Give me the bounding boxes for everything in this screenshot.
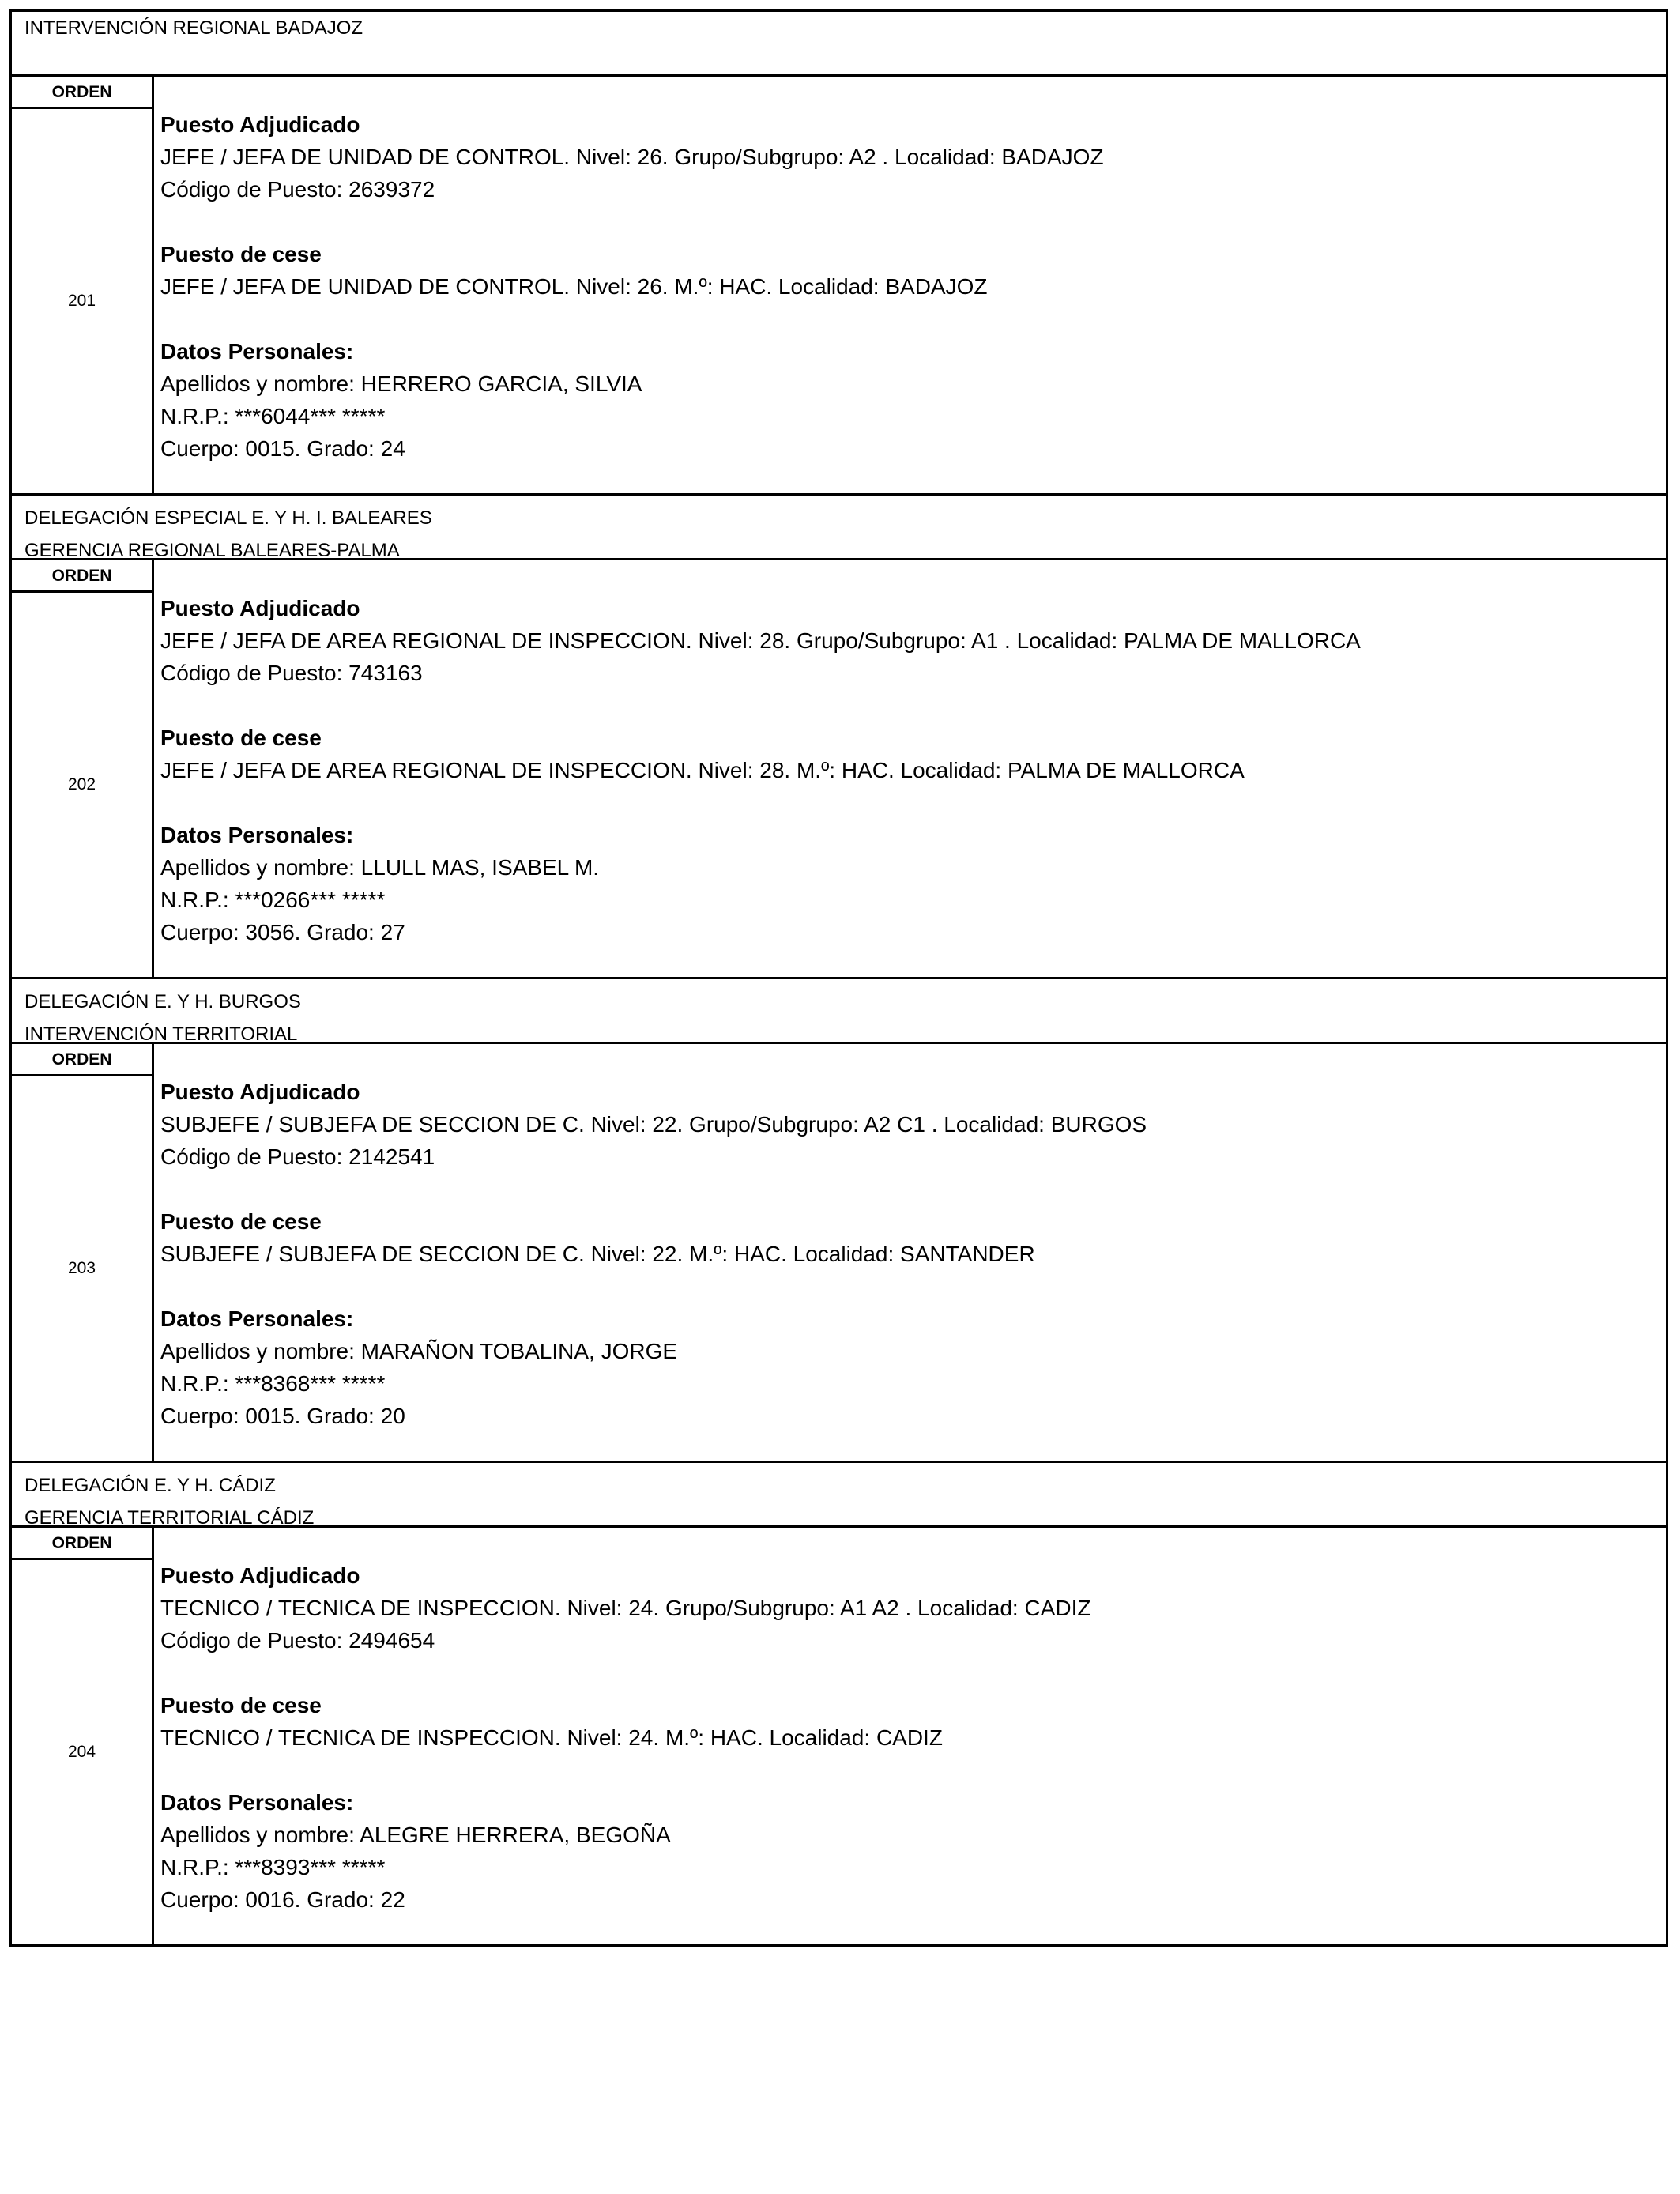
unit-header-line: GERENCIA TERRITORIAL CÁDIZ <box>24 1507 315 1529</box>
codigo-puesto: Código de Puesto: 2142541 <box>160 1144 435 1169</box>
cese-label: Puesto de cese <box>160 726 322 750</box>
adjudicado-label: Puesto Adjudicado <box>160 596 360 620</box>
adjudicado-text: SUBJEFE / SUBJEFA DE SECCION DE C. Nivel: 22. Grupo/Subgrupo: A2 C1 . Localidad: BURGOS <box>160 1112 1147 1137</box>
unit-header-line: GERENCIA REGIONAL BALEARES-PALMA <box>24 540 400 561</box>
unit-header <box>12 12 1666 77</box>
orden-number: 202 <box>67 775 96 794</box>
cese-text: JEFE / JEFA DE UNIDAD DE CONTROL. Nivel: 26. M.º: HAC. Localidad: BADAJOZ <box>160 274 988 299</box>
cuerpo-text: Cuerpo: 3056. Grado: 27 <box>160 920 405 944</box>
adjudicado-text: JEFE / JEFA DE UNIDAD DE CONTROL. Nivel: 26. Grupo/Subgrupo: A2 . Localidad: BADAJOZ <box>160 145 1104 169</box>
datos-label: Datos Personales: <box>160 823 354 847</box>
codigo-puesto: Código de Puesto: 743163 <box>160 661 423 685</box>
entry-details <box>154 77 1666 493</box>
orden-label: ORDEN <box>12 1044 152 1076</box>
entry-details <box>154 560 1666 977</box>
orden-column <box>12 77 154 493</box>
unit-header-line: DELEGACIÓN E. Y H. BURGOS <box>24 991 301 1012</box>
adjudicado-label: Puesto Adjudicado <box>160 1080 360 1104</box>
unit-header <box>12 979 1666 1044</box>
cuerpo-text: Cuerpo: 0015. Grado: 24 <box>160 436 405 461</box>
entry-row <box>12 1044 1666 1463</box>
unit-header <box>12 496 1666 560</box>
entry-row <box>12 77 1666 496</box>
orden-number: 204 <box>67 1743 96 1761</box>
nrp-text: N.R.P.: ***8393*** ***** <box>160 1855 386 1879</box>
unit-header-line: DELEGACIÓN E. Y H. CÁDIZ <box>24 1475 276 1496</box>
datos-label: Datos Personales: <box>160 1306 354 1331</box>
orden-label: ORDEN <box>12 560 152 593</box>
entry-details <box>154 1044 1666 1461</box>
orden-column <box>12 1528 154 1944</box>
codigo-puesto: Código de Puesto: 2639372 <box>160 177 435 202</box>
cuerpo-text: Cuerpo: 0016. Grado: 22 <box>160 1887 405 1912</box>
orden-column <box>12 560 154 977</box>
unit-header-line: INTERVENCIÓN TERRITORIAL <box>24 1023 298 1045</box>
nombre-text: Apellidos y nombre: ALEGRE HERRERA, BEGOÑA <box>160 1823 671 1847</box>
datos-label: Datos Personales: <box>160 1790 354 1815</box>
orden-column <box>12 1044 154 1461</box>
nombre-text: Apellidos y nombre: LLULL MAS, ISABEL M. <box>160 855 600 880</box>
entry-row <box>12 1528 1666 1947</box>
nrp-text: N.R.P.: ***8368*** ***** <box>160 1371 386 1396</box>
orden-number: 201 <box>67 292 96 310</box>
nombre-text: Apellidos y nombre: HERRERO GARCIA, SILVIA <box>160 371 642 396</box>
adjudicado-text: TECNICO / TECNICA DE INSPECCION. Nivel: 24. Grupo/Subgrupo: A1 A2 . Localidad: CADIZ <box>160 1596 1091 1620</box>
cese-label: Puesto de cese <box>160 1693 322 1717</box>
adjudicado-text: JEFE / JEFA DE AREA REGIONAL DE INSPECCION. Nivel: 28. Grupo/Subgrupo: A1 . Localidad: PALMA DE MALLORCA <box>160 628 1361 653</box>
datos-label: Datos Personales: <box>160 339 354 364</box>
unit-header-line: DELEGACIÓN ESPECIAL E. Y H. I. BALEARES <box>24 507 432 529</box>
unit-header-line: INTERVENCIÓN REGIONAL BADAJOZ <box>24 17 363 39</box>
cuerpo-text: Cuerpo: 0015. Grado: 20 <box>160 1404 405 1428</box>
entry-row <box>12 560 1666 979</box>
orden-label: ORDEN <box>12 77 152 109</box>
nrp-text: N.R.P.: ***6044*** ***** <box>160 404 386 428</box>
orden-label: ORDEN <box>12 1528 152 1560</box>
cese-text: SUBJEFE / SUBJEFA DE SECCION DE C. Nivel: 22. M.º: HAC. Localidad: SANTANDER <box>160 1242 1035 1266</box>
adjudicado-label: Puesto Adjudicado <box>160 112 360 137</box>
nrp-text: N.R.P.: ***0266*** ***** <box>160 888 386 912</box>
cese-label: Puesto de cese <box>160 1209 322 1234</box>
cese-text: TECNICO / TECNICA DE INSPECCION. Nivel: 24. M.º: HAC. Localidad: CADIZ <box>160 1725 943 1750</box>
unit-header <box>12 1463 1666 1528</box>
cese-text: JEFE / JEFA DE AREA REGIONAL DE INSPECCION. Nivel: 28. M.º: HAC. Localidad: PALMA DE MALLORCA <box>160 758 1245 782</box>
cese-label: Puesto de cese <box>160 242 322 266</box>
entry-details <box>154 1528 1666 1944</box>
orden-number: 203 <box>67 1259 96 1277</box>
document-table <box>9 9 1668 1947</box>
adjudicado-label: Puesto Adjudicado <box>160 1563 360 1588</box>
codigo-puesto: Código de Puesto: 2494654 <box>160 1628 435 1653</box>
nombre-text: Apellidos y nombre: MARAÑON TOBALINA, JORGE <box>160 1339 678 1363</box>
